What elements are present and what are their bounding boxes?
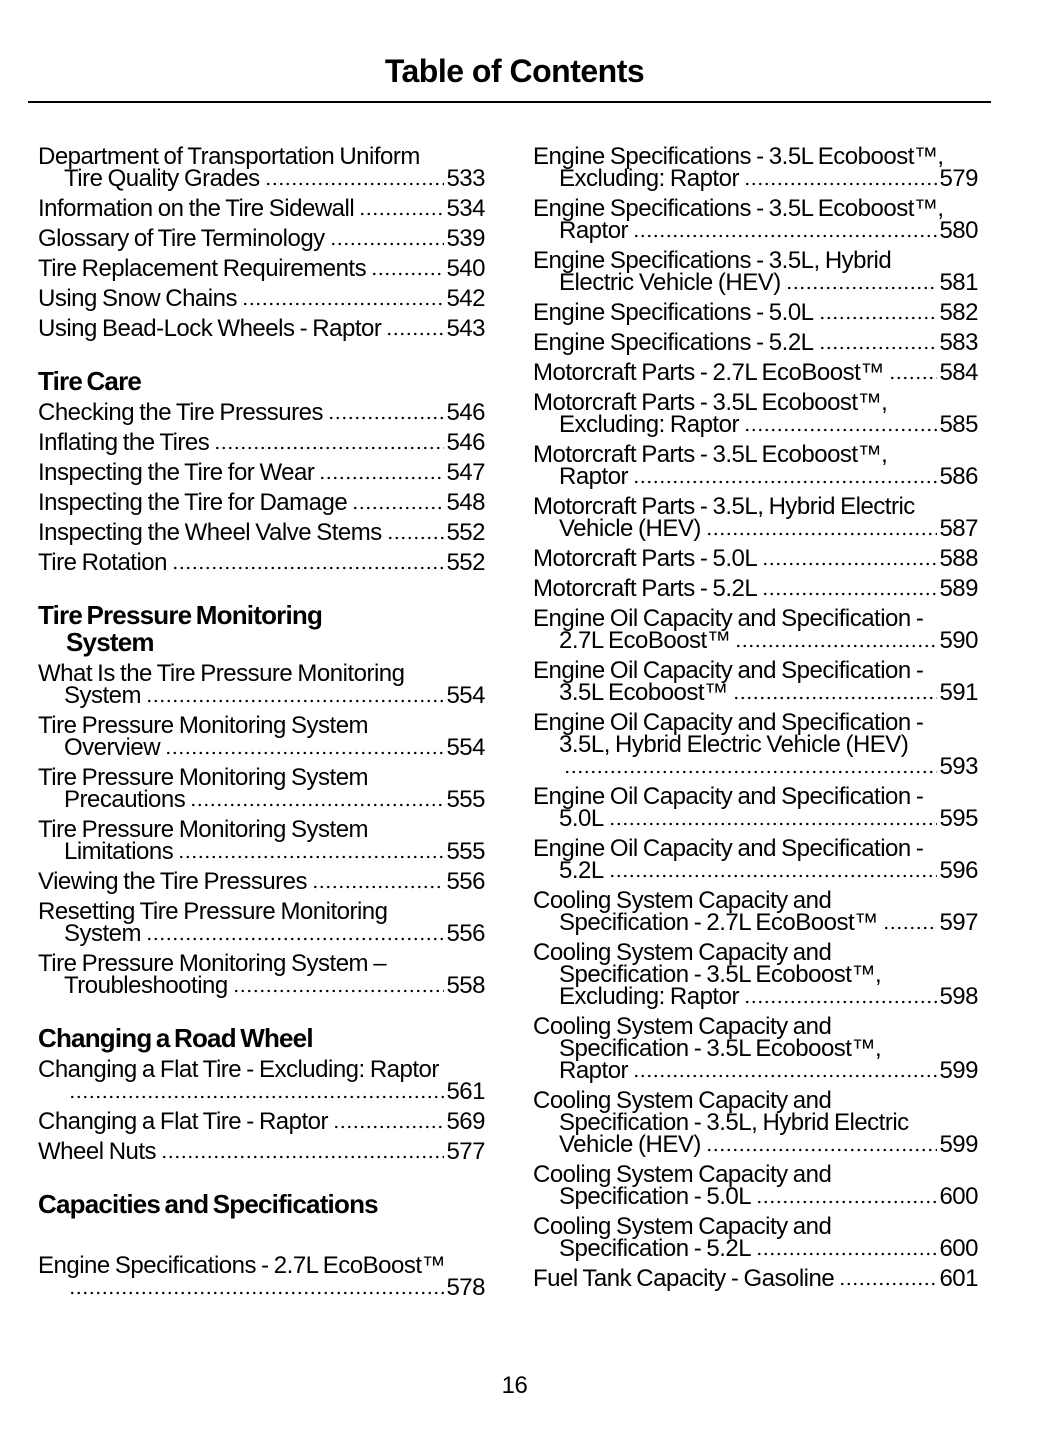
toc-entry-lastline bbox=[533, 545, 978, 572]
toc-entry bbox=[38, 225, 485, 252]
toc-entry-text: Specification - 2.7L EcoBoost™ bbox=[559, 909, 878, 936]
toc-entry-text: Inspecting the Tire for Wear bbox=[38, 459, 315, 486]
toc-entry-text: Motorcraft Parts - 5.0L bbox=[533, 545, 758, 572]
toc-page-number: 547 bbox=[446, 459, 485, 486]
toc-columns bbox=[38, 103, 991, 1307]
dot-leader-icon bbox=[69, 1094, 444, 1100]
toc-page-number: 580 bbox=[939, 217, 978, 244]
toc-entry-line: Engine Oil Capacity and Specification - bbox=[533, 709, 924, 736]
toc-entry bbox=[533, 329, 978, 356]
dot-leader-icon bbox=[161, 1154, 444, 1160]
dot-leader-icon bbox=[233, 988, 445, 994]
toc-page-number: 546 bbox=[446, 429, 485, 456]
toc-entry bbox=[533, 1213, 978, 1262]
toc-entry bbox=[38, 255, 485, 282]
toc-entry-lastline bbox=[533, 329, 978, 356]
toc-entry-lastline bbox=[533, 1265, 978, 1292]
toc-entry-line: Specification - 3.5L Ecoboost™, bbox=[559, 1035, 882, 1062]
dot-leader-icon bbox=[889, 375, 938, 381]
toc-page-number: 543 bbox=[446, 315, 485, 342]
toc-entry-lastline bbox=[38, 225, 485, 252]
toc-page-number: 534 bbox=[446, 195, 485, 222]
toc-entry bbox=[533, 605, 978, 654]
toc-entry bbox=[533, 1013, 978, 1084]
toc-page-number: 589 bbox=[939, 575, 978, 602]
toc-entry-text: System bbox=[64, 682, 142, 709]
toc-entry-line: Engine Specifications - 3.5L, Hybrid bbox=[533, 247, 892, 274]
toc-entry-line: Tire Pressure Monitoring System bbox=[38, 816, 369, 843]
toc-entry bbox=[533, 359, 978, 386]
toc-page-number: 552 bbox=[446, 519, 485, 546]
dot-leader-icon bbox=[609, 821, 938, 827]
dot-leader-icon bbox=[706, 531, 938, 537]
toc-entry-lastline bbox=[38, 489, 485, 516]
toc-entry-line: Tire Pressure Monitoring System – bbox=[38, 950, 387, 977]
dot-leader-icon bbox=[839, 1281, 937, 1287]
toc-page-number: 554 bbox=[446, 682, 485, 709]
toc-entry bbox=[38, 315, 485, 342]
toc-entry-text: Excluding: Raptor bbox=[559, 165, 739, 192]
toc-entry-line: Specification - 3.5L, Hybrid Electric bbox=[559, 1109, 909, 1136]
toc-entry-line: Engine Specifications - 3.5L Ecoboost™, bbox=[533, 195, 944, 222]
dot-leader-icon bbox=[265, 181, 445, 187]
toc-page-number: 591 bbox=[939, 679, 978, 706]
toc-entry-lastline bbox=[533, 217, 978, 244]
toc-entry-line: Cooling System Capacity and bbox=[533, 887, 832, 914]
toc-entry-text: Tire Rotation bbox=[38, 549, 167, 576]
dot-leader-icon bbox=[819, 315, 938, 321]
toc-entry-lastline bbox=[38, 429, 485, 456]
toc-entry-lastline bbox=[533, 1235, 978, 1262]
dot-leader-icon bbox=[333, 1124, 444, 1130]
dot-leader-icon bbox=[744, 181, 938, 187]
section-heading bbox=[38, 1025, 485, 1052]
section-heading-line: Tire Pressure Monitoring bbox=[38, 600, 323, 630]
toc-entry-line: Engine Oil Capacity and Specification - bbox=[533, 783, 924, 810]
toc-entry-lastline bbox=[533, 909, 978, 936]
dot-leader-icon bbox=[883, 925, 938, 931]
toc-entry bbox=[533, 1087, 978, 1158]
toc-entry bbox=[533, 143, 978, 192]
toc-entry-lastline bbox=[533, 857, 978, 884]
toc-page-number: 590 bbox=[939, 627, 978, 654]
toc-page-number: 554 bbox=[446, 734, 485, 761]
toc-entry bbox=[533, 887, 978, 936]
toc-entry-lastline bbox=[38, 315, 485, 342]
toc-entry-lastline bbox=[533, 753, 978, 780]
toc-entry bbox=[38, 712, 485, 761]
toc-page-number: 577 bbox=[446, 1138, 485, 1165]
toc-entry-lastline bbox=[38, 285, 485, 312]
toc-entry bbox=[38, 489, 485, 516]
dot-leader-icon bbox=[165, 750, 444, 756]
toc-entry-text: Specification - 5.0L bbox=[559, 1183, 752, 1210]
toc-page-number: 552 bbox=[446, 549, 485, 576]
toc-entry bbox=[38, 285, 485, 312]
toc-entry bbox=[38, 143, 485, 192]
toc-page-number: 601 bbox=[939, 1265, 978, 1292]
dot-leader-icon bbox=[172, 565, 444, 571]
toc-entry bbox=[38, 868, 485, 895]
toc-page-number: 540 bbox=[446, 255, 485, 282]
toc-entry-line: Changing a Flat Tire - Excluding: Raptor bbox=[38, 1056, 439, 1083]
toc-entry-line: Engine Specifications - 2.7L EcoBoost™ bbox=[38, 1252, 446, 1279]
toc-entry-lastline bbox=[38, 255, 485, 282]
toc-entry-text: 5.0L bbox=[559, 805, 604, 832]
toc-page-number: 600 bbox=[939, 1183, 978, 1210]
dot-leader-icon bbox=[633, 233, 937, 239]
dot-leader-icon bbox=[756, 1251, 937, 1257]
toc-entry-lastline bbox=[533, 575, 978, 602]
toc-entry-text: Specification - 5.2L bbox=[559, 1235, 752, 1262]
toc-entry bbox=[38, 1138, 485, 1165]
dot-leader-icon bbox=[564, 769, 937, 775]
toc-entry-line: Resetting Tire Pressure Monitoring bbox=[38, 898, 388, 925]
toc-entry-lastline bbox=[38, 920, 485, 947]
dot-leader-icon bbox=[371, 271, 444, 277]
toc-entry-line: Tire Pressure Monitoring System bbox=[38, 764, 369, 791]
toc-entry-text: 3.5L Ecoboost™ bbox=[559, 679, 728, 706]
dot-leader-icon bbox=[312, 884, 444, 890]
toc-page-number: 533 bbox=[446, 165, 485, 192]
dot-leader-icon bbox=[819, 345, 938, 351]
toc-entry-line: Cooling System Capacity and bbox=[533, 1087, 832, 1114]
toc-entry-lastline bbox=[533, 627, 978, 654]
toc-entry bbox=[38, 459, 485, 486]
toc-entry-text: Fuel Tank Capacity - Gasoline bbox=[533, 1265, 835, 1292]
footer-page-number: 16 bbox=[501, 1372, 528, 1399]
toc-entry bbox=[38, 195, 485, 222]
dot-leader-icon bbox=[762, 561, 937, 567]
toc-entry-lastline bbox=[533, 299, 978, 326]
toc-entry-lastline bbox=[38, 165, 485, 192]
toc-entry-text: Information on the Tire Sidewall bbox=[38, 195, 355, 222]
toc-entry-lastline bbox=[533, 165, 978, 192]
toc-entry bbox=[533, 709, 978, 780]
dot-leader-icon bbox=[633, 479, 937, 485]
toc-entry-text: Inspecting the Tire for Damage bbox=[38, 489, 348, 516]
dot-leader-icon bbox=[214, 445, 444, 451]
toc-entry bbox=[38, 660, 485, 709]
toc-entry-lastline bbox=[533, 1057, 978, 1084]
toc-entry bbox=[38, 519, 485, 546]
toc-entry-line: Motorcraft Parts - 3.5L, Hybrid Electric bbox=[533, 493, 915, 520]
toc-page-number: 595 bbox=[939, 805, 978, 832]
toc-entry-text: Raptor bbox=[559, 217, 629, 244]
toc-entry bbox=[38, 429, 485, 456]
section-heading-line: Capacities and Specifications bbox=[38, 1189, 378, 1219]
toc-entry-line: What Is the Tire Pressure Monitoring bbox=[38, 660, 405, 687]
toc-page-number: 578 bbox=[446, 1274, 485, 1301]
toc-entry-text: Vehicle (HEV) bbox=[559, 515, 701, 542]
toc-page-number: 600 bbox=[939, 1235, 978, 1262]
toc-entry-lastline bbox=[533, 411, 978, 438]
toc-entry bbox=[533, 545, 978, 572]
toc-entry-lastline bbox=[533, 269, 978, 296]
dot-leader-icon bbox=[146, 698, 444, 704]
toc-entry-line: Cooling System Capacity and bbox=[533, 1213, 832, 1240]
toc-entry-lastline bbox=[38, 549, 485, 576]
toc-entry bbox=[38, 950, 485, 999]
toc-entry-lastline bbox=[38, 195, 485, 222]
toc-entry-text: Changing a Flat Tire - Raptor bbox=[38, 1108, 328, 1135]
toc-entry-lastline bbox=[38, 868, 485, 895]
toc-entry-text: Electric Vehicle (HEV) bbox=[559, 269, 781, 296]
toc-entry-line: Engine Specifications - 3.5L Ecoboost™, bbox=[533, 143, 944, 170]
toc-page-number: 569 bbox=[446, 1108, 485, 1135]
toc-entry bbox=[38, 816, 485, 865]
dot-leader-icon bbox=[756, 1199, 937, 1205]
toc-entry-text: Glossary of Tire Terminology bbox=[38, 225, 325, 252]
toc-entry bbox=[38, 1108, 485, 1135]
toc-entry-text: 2.7L EcoBoost™ bbox=[559, 627, 731, 654]
toc-entry-line: 3.5L, Hybrid Electric Vehicle (HEV) bbox=[559, 731, 909, 758]
toc-entry-lastline bbox=[533, 359, 978, 386]
toc-entry-lastline bbox=[533, 463, 978, 490]
toc-page-number: 555 bbox=[446, 786, 485, 813]
toc-entry-lastline bbox=[38, 1274, 485, 1301]
toc-page-number: 581 bbox=[939, 269, 978, 296]
toc-entry-text: Engine Specifications - 5.0L bbox=[533, 299, 814, 326]
section-heading-line: Changing a Road Wheel bbox=[38, 1023, 313, 1053]
section-heading-line: System bbox=[66, 627, 154, 657]
toc-page-number: 586 bbox=[939, 463, 978, 490]
toc-entry bbox=[533, 657, 978, 706]
dot-leader-icon bbox=[735, 643, 937, 649]
toc-entry-text: 5.2L bbox=[559, 857, 604, 884]
toc-entry bbox=[533, 1161, 978, 1210]
toc-page-number: 599 bbox=[939, 1057, 978, 1084]
toc-entry-line: Motorcraft Parts - 3.5L Ecoboost™, bbox=[533, 389, 888, 416]
toc-page-number: 587 bbox=[939, 515, 978, 542]
toc-entry-text: System bbox=[64, 920, 142, 947]
section-heading bbox=[38, 1191, 485, 1218]
dot-leader-icon bbox=[178, 854, 444, 860]
toc-entry-text: Using Bead-Lock Wheels - Raptor bbox=[38, 315, 382, 342]
toc-page-number: 593 bbox=[939, 753, 978, 780]
toc-entry-line: Engine Oil Capacity and Specification - bbox=[533, 605, 924, 632]
dot-leader-icon bbox=[330, 241, 445, 247]
toc-entry-text: Viewing the Tire Pressures bbox=[38, 868, 308, 895]
toc-entry bbox=[533, 783, 978, 832]
toc-entry-line: Cooling System Capacity and bbox=[533, 1161, 832, 1188]
dot-leader-icon bbox=[146, 936, 444, 942]
toc-page-number: 584 bbox=[939, 359, 978, 386]
toc-entry-text: Raptor bbox=[559, 1057, 629, 1084]
dot-leader-icon bbox=[328, 415, 444, 421]
toc-entry-lastline bbox=[38, 838, 485, 865]
toc-page-number: 582 bbox=[939, 299, 978, 326]
toc-entry-text: Checking the Tire Pressures bbox=[38, 399, 323, 426]
toc-entry bbox=[38, 898, 485, 947]
toc-entry bbox=[38, 764, 485, 813]
toc-entry bbox=[533, 389, 978, 438]
toc-entry-line: Engine Oil Capacity and Specification - bbox=[533, 835, 924, 862]
toc-page-number: 561 bbox=[446, 1078, 485, 1105]
toc-page-number: 546 bbox=[446, 399, 485, 426]
toc-entry-text: Engine Specifications - 5.2L bbox=[533, 329, 814, 356]
toc-entry-lastline bbox=[38, 459, 485, 486]
toc-entry-text: Troubleshooting bbox=[64, 972, 228, 999]
toc-entry-text: Precautions bbox=[64, 786, 186, 813]
toc-entry-text: Wheel Nuts bbox=[38, 1138, 157, 1165]
toc-entry bbox=[533, 195, 978, 244]
toc-entry bbox=[38, 549, 485, 576]
toc-page-number: 597 bbox=[939, 909, 978, 936]
toc-entry bbox=[533, 835, 978, 884]
toc-entry-lastline bbox=[38, 1108, 485, 1135]
toc-column-right bbox=[533, 143, 978, 1307]
toc-entry-text: Overview bbox=[64, 734, 161, 761]
toc-entry bbox=[38, 1056, 485, 1105]
section-heading-line: Tire Care bbox=[38, 366, 142, 396]
toc-entry-text: Inspecting the Wheel Valve Stems bbox=[38, 519, 382, 546]
toc-page-number: 588 bbox=[939, 545, 978, 572]
toc-entry bbox=[533, 939, 978, 1010]
dot-leader-icon bbox=[733, 695, 938, 701]
toc-entry-lastline bbox=[533, 679, 978, 706]
toc-entry-line: Tire Pressure Monitoring System bbox=[38, 712, 369, 739]
dot-leader-icon bbox=[706, 1147, 938, 1153]
toc-page-number: 555 bbox=[446, 838, 485, 865]
toc-entry-line: Motorcraft Parts - 3.5L Ecoboost™, bbox=[533, 441, 888, 468]
dot-leader-icon bbox=[633, 1073, 937, 1079]
toc-entry-text: Using Snow Chains bbox=[38, 285, 237, 312]
toc-entry-line: Cooling System Capacity and bbox=[533, 939, 832, 966]
toc-entry-lastline bbox=[38, 734, 485, 761]
toc-entry bbox=[533, 1265, 978, 1292]
toc-page-number: 599 bbox=[939, 1131, 978, 1158]
toc-entry bbox=[533, 575, 978, 602]
dot-leader-icon bbox=[359, 211, 444, 217]
toc-page-number: 542 bbox=[446, 285, 485, 312]
toc-entry-text: Inflating the Tires bbox=[38, 429, 210, 456]
toc-entry-lastline bbox=[38, 1078, 485, 1105]
toc-page-number: 585 bbox=[939, 411, 978, 438]
toc-entry-lastline bbox=[38, 1138, 485, 1165]
toc-entry bbox=[533, 299, 978, 326]
toc-page-number: 598 bbox=[939, 983, 978, 1010]
toc-page-number: 556 bbox=[446, 868, 485, 895]
toc-entry-lastline bbox=[533, 805, 978, 832]
toc-column-left bbox=[38, 143, 485, 1307]
toc-entry-text: Vehicle (HEV) bbox=[559, 1131, 701, 1158]
toc-entry-line: Cooling System Capacity and bbox=[533, 1013, 832, 1040]
dot-leader-icon bbox=[386, 331, 444, 337]
toc-entry bbox=[533, 441, 978, 490]
dot-leader-icon bbox=[319, 475, 444, 481]
toc-entry-lastline bbox=[38, 519, 485, 546]
toc-page-number: 558 bbox=[446, 972, 485, 999]
toc-entry-text: Excluding: Raptor bbox=[559, 411, 739, 438]
toc-entry-lastline bbox=[533, 515, 978, 542]
section-heading bbox=[38, 602, 485, 656]
toc-entry-text: Excluding: Raptor bbox=[559, 983, 739, 1010]
toc-entry-text: Motorcraft Parts - 2.7L EcoBoost™ bbox=[533, 359, 884, 386]
dot-leader-icon bbox=[387, 535, 445, 541]
dot-leader-icon bbox=[762, 591, 937, 597]
toc-entry bbox=[533, 247, 978, 296]
toc-page-number: 596 bbox=[939, 857, 978, 884]
toc-entry-text: Raptor bbox=[559, 463, 629, 490]
toc-entry-lastline bbox=[38, 682, 485, 709]
toc-page-number: 548 bbox=[446, 489, 485, 516]
dot-leader-icon bbox=[352, 505, 444, 511]
dot-leader-icon bbox=[190, 802, 444, 808]
toc-entry-lastline bbox=[38, 786, 485, 813]
toc-entry-line: Department of Transportation Uniform bbox=[38, 143, 420, 170]
dot-leader-icon bbox=[242, 301, 445, 307]
toc-entry bbox=[38, 399, 485, 426]
toc-entry-line: Engine Oil Capacity and Specification - bbox=[533, 657, 924, 684]
dot-leader-icon bbox=[744, 999, 938, 1005]
toc-page-number: 539 bbox=[446, 225, 485, 252]
toc-entry-lastline bbox=[38, 399, 485, 426]
toc-entry-text: Limitations bbox=[64, 838, 174, 865]
dot-leader-icon bbox=[744, 427, 938, 433]
toc-entry-text: Motorcraft Parts - 5.2L bbox=[533, 575, 758, 602]
dot-leader-icon bbox=[69, 1290, 444, 1296]
toc-entry-lastline bbox=[533, 983, 978, 1010]
toc-entry-line: Specification - 3.5L Ecoboost™, bbox=[559, 961, 882, 988]
section-heading bbox=[38, 368, 485, 395]
toc-entry-text: Tire Quality Grades bbox=[64, 165, 260, 192]
dot-leader-icon bbox=[786, 285, 938, 291]
toc-entry-lastline bbox=[38, 972, 485, 999]
toc-page-number: 556 bbox=[446, 920, 485, 947]
page-title: Table of Contents bbox=[384, 53, 645, 89]
toc-page-number: 579 bbox=[939, 165, 978, 192]
toc-entry bbox=[38, 1252, 485, 1301]
toc-entry-text: Tire Replacement Requirements bbox=[38, 255, 367, 282]
toc-entry-lastline bbox=[533, 1131, 978, 1158]
toc-entry-lastline bbox=[533, 1183, 978, 1210]
toc-page-number: 583 bbox=[939, 329, 978, 356]
dot-leader-icon bbox=[609, 873, 938, 879]
toc-entry bbox=[533, 493, 978, 542]
